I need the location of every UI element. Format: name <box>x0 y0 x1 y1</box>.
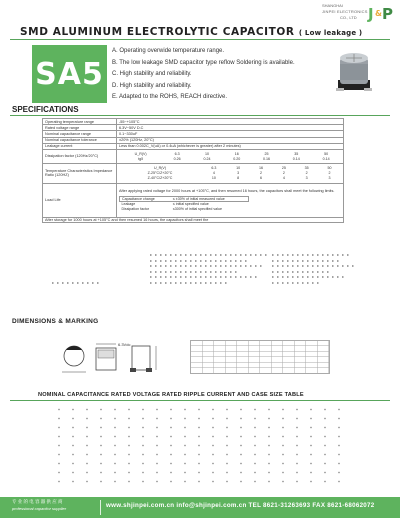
table-cell: 2 <box>260 171 262 176</box>
specifications-underline <box>10 115 390 116</box>
footer-slogan-cn: 专 业 的 电 容 器 供 应 商 <box>12 499 63 504</box>
dimension-table <box>190 340 330 374</box>
table-cell: 10 <box>204 151 209 156</box>
spec-label: Load Life <box>43 183 117 217</box>
table-cell: 2 <box>282 171 285 176</box>
feature-item: D. High stability and reliability. <box>112 82 192 89</box>
table-cell: 35 <box>304 166 309 171</box>
spec-value: ±20% (120Hz, 20°C) <box>117 137 344 143</box>
load-life-limits <box>119 196 249 212</box>
spec-value: -55~+105°C <box>117 119 344 125</box>
table-cell: ≤ ±30% of initial measured value <box>172 197 225 202</box>
spec-label: Leakage current <box>43 143 117 149</box>
table-cell: ≤300% of initial specified value <box>172 207 222 212</box>
table-cell: 25 <box>281 166 286 171</box>
table-cell: 25 <box>264 151 269 156</box>
table-cell: 0.16 <box>263 156 271 161</box>
table-cell: 10 <box>236 166 241 171</box>
table-cell: 0.14 <box>322 156 330 161</box>
table-cell: 6.3 <box>174 151 180 156</box>
spec-value: 0.1~330uF <box>117 131 344 137</box>
spec-note: After storage for 1000 hours at +105°C and then resumed 16 hours, the capacitors shall meet the <box>43 217 344 222</box>
spec-row-temperature <box>43 163 344 183</box>
table-cell: 10 <box>211 176 216 181</box>
specifications-heading: SPECIFICATIONS <box>12 105 79 114</box>
logo-icon <box>367 2 395 24</box>
spec-row-note <box>43 217 344 222</box>
load-life-description: After applying rated voltage for 2000 hours at +105°C, and then resumed 16 hours, the capacitors shall meet the following limits. <box>119 189 335 194</box>
nominal-table-underline <box>10 400 390 401</box>
company-name-co: CO., LTD <box>340 15 357 20</box>
table-cell: 4 <box>212 171 215 176</box>
table-cell: 4 <box>282 176 285 181</box>
feature-item: E. Adapted to the ROHS, REACH directive. <box>112 94 228 101</box>
dissipation-subtable <box>119 151 341 161</box>
capacitor-image <box>332 50 376 94</box>
feature-list <box>112 46 322 104</box>
footer-contact[interactable]: www.shjinpei.com.cn info@shjinpei.com.cn TEL 8621-31263693 FAX 8621-68062072 <box>106 502 375 509</box>
table-cell: 50 <box>327 166 332 171</box>
footer-slogan-en: professional capacitor supplier <box>12 506 67 511</box>
temperature-subtable <box>119 166 341 181</box>
table-cell: 3 <box>305 176 308 181</box>
nominal-table-illegible <box>52 405 352 489</box>
table-cell: 3 <box>237 171 240 176</box>
series-badge <box>32 45 107 103</box>
table-cell: Z-25°C/Z+20°C <box>147 171 173 176</box>
spec-row-dissipation <box>43 149 344 163</box>
feature-item: C. High stability and reliability. <box>112 71 192 78</box>
spec-row-load-life <box>43 183 344 217</box>
spec-label: Nominal capacitance range <box>43 131 117 137</box>
table-cell: 3 <box>328 176 331 181</box>
table-cell: 16 <box>259 166 263 171</box>
table-cell: 0.24 <box>203 156 211 161</box>
table-cell: ≤ initial specified value <box>172 202 209 207</box>
table-cell: Capacitance change <box>122 197 155 202</box>
specifications-table <box>42 118 344 223</box>
table-cell: 16 <box>234 151 239 156</box>
feature-item: A. Operating overwide temperature range. <box>112 48 225 54</box>
dimension-drawing-icon <box>60 336 170 378</box>
spec-label: Dissipation factor (120Hz/20°C) <box>43 149 117 163</box>
table-cell: 0.14 <box>292 156 300 161</box>
header <box>0 0 400 26</box>
svg-text:&: & <box>375 9 382 18</box>
spec-value: 6.3V~50V D.C <box>117 125 344 131</box>
table-cell: 50 <box>324 151 329 156</box>
company-name-cn: SHANGHAI <box>322 3 343 8</box>
footer-divider <box>100 500 101 515</box>
table-cell: 6 <box>260 176 262 181</box>
shelf-life-values-illegible <box>272 254 362 287</box>
spec-label: Nominal capacitance tolerance <box>43 137 117 143</box>
marking-label: 6.3Vdc <box>118 342 131 347</box>
company-name-en: JINPEI ELECTRONICS <box>322 9 368 14</box>
table-cell: tgδ <box>138 156 144 161</box>
spec-label: Operating temperature range <box>43 119 117 125</box>
table-cell: Dissipation factor <box>121 207 150 212</box>
feature-item: B. The low leakage SMD capacitor type reflow Soldering is available. <box>112 59 295 66</box>
table-cell: 0.20 <box>233 156 241 161</box>
spec-value: Less than 0.002C_V(uA) or 0.4uA (whichever is greater) after 2 minutes) <box>117 143 344 149</box>
table-cell: Z-40°C/Z+20°C <box>147 176 173 181</box>
table-cell: 8 <box>237 176 240 181</box>
table-cell: U_R(V) <box>134 151 147 156</box>
table-cell: 2 <box>328 171 331 176</box>
footer <box>0 497 400 518</box>
dimensions-heading: DIMENSIONS & MARKING <box>12 318 99 325</box>
shelf-life-label-illegible <box>52 282 112 288</box>
page-title <box>20 26 362 38</box>
svg-text:P: P <box>382 5 393 23</box>
table-cell: 0.26 <box>173 156 181 161</box>
table-cell: 2 <box>305 171 308 176</box>
company-logo <box>367 2 395 24</box>
capacitor-icon <box>332 50 376 94</box>
shelf-life-text-illegible <box>150 254 270 287</box>
nominal-table-heading: NOMINAL CAPACITANCE RATED VOLTAGE RATED RIPPLE CURRENT AND CASE SIZE TABLE <box>38 392 304 398</box>
dimension-drawings <box>60 336 170 378</box>
table-cell: Leakage <box>121 202 136 207</box>
table-cell: 6.3 <box>211 166 217 171</box>
svg-text:J: J <box>368 5 374 23</box>
series-name: SA5 <box>35 56 104 92</box>
table-cell: U_R(V) <box>154 166 167 171</box>
spec-label: Temperature Characteristics Impedance Ratio (120HZ) <box>43 163 117 183</box>
title-sub: ( Low leakage ) <box>298 29 363 37</box>
table-cell: 35 <box>294 151 299 156</box>
spec-label: Rated voltage range <box>43 125 117 131</box>
title-main: SMD ALUMINUM ELECTROLYTIC CAPACITOR <box>20 26 295 38</box>
